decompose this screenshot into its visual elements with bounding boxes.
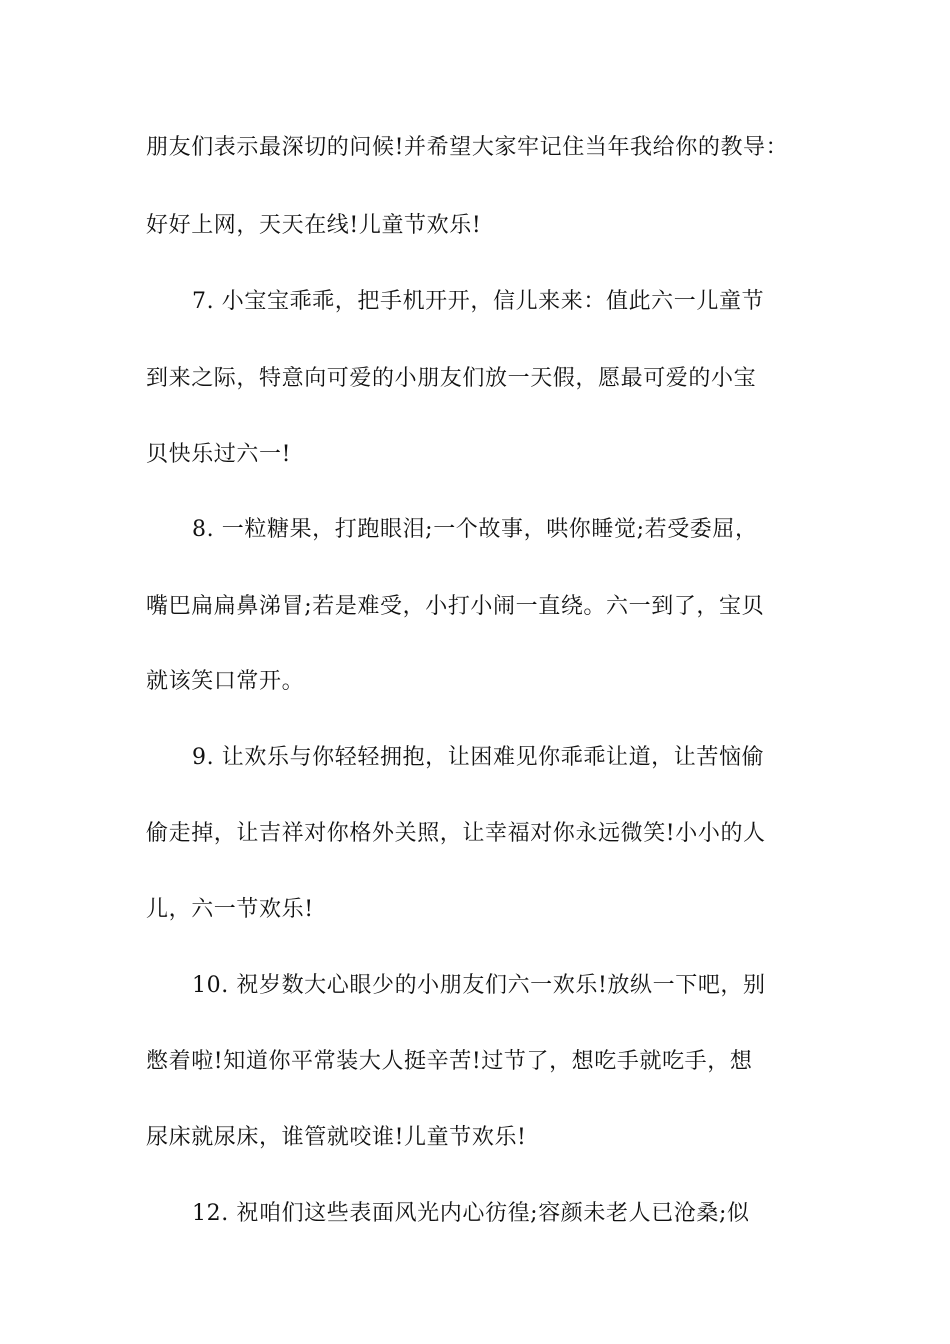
paragraph-7-line: 7. 小宝宝乖乖，把手机开开，信儿来来：值此六一儿童节 <box>192 289 765 314</box>
text-line: 憋着啦!知道你平常装大人挺辛苦!过节了，想吃手就吃手，想 <box>146 1049 753 1074</box>
paragraph-8-line: 8. 一粒糖果，打跑眼泪;一个故事，哄你睡觉;若受委屈， <box>192 517 758 542</box>
paragraph-12-line: 12. 祝咱们这些表面风光内心彷徨;容颜未老人已沧桑;似 <box>192 1201 750 1226</box>
paragraph-10-line: 10. 祝岁数大心眼少的小朋友们六一欢乐!放纵一下吧，别 <box>192 973 766 998</box>
paragraph-9-line: 9. 让欢乐与你轻轻拥抱，让困难见你乖乖让道，让苦恼偷 <box>192 745 765 770</box>
text-line: 嘴巴扁扁鼻涕冒;若是难受，小打小闹一直绕。六一到了，宝贝 <box>146 594 765 619</box>
text-line: 到来之际，特意向可爱的小朋友们放一天假，愿最可爱的小宝 <box>146 366 757 391</box>
text-line: 偷走掉，让吉祥对你格外关照，让幸福对你永远微笑!小小的人 <box>146 821 766 846</box>
text-line: 好好上网，天天在线!儿童节欢乐! <box>146 213 482 238</box>
text-line: 朋友们表示最深切的问候!并希望大家牢记住当年我给你的教导： <box>146 135 789 160</box>
text-line: 贝快乐过六一! <box>146 442 292 467</box>
text-line: 就该笑口常开。 <box>146 669 305 694</box>
text-line: 尿床就尿床，谁管就咬谁!儿童节欢乐! <box>146 1125 527 1150</box>
text-line: 儿，六一节欢乐! <box>146 897 314 922</box>
